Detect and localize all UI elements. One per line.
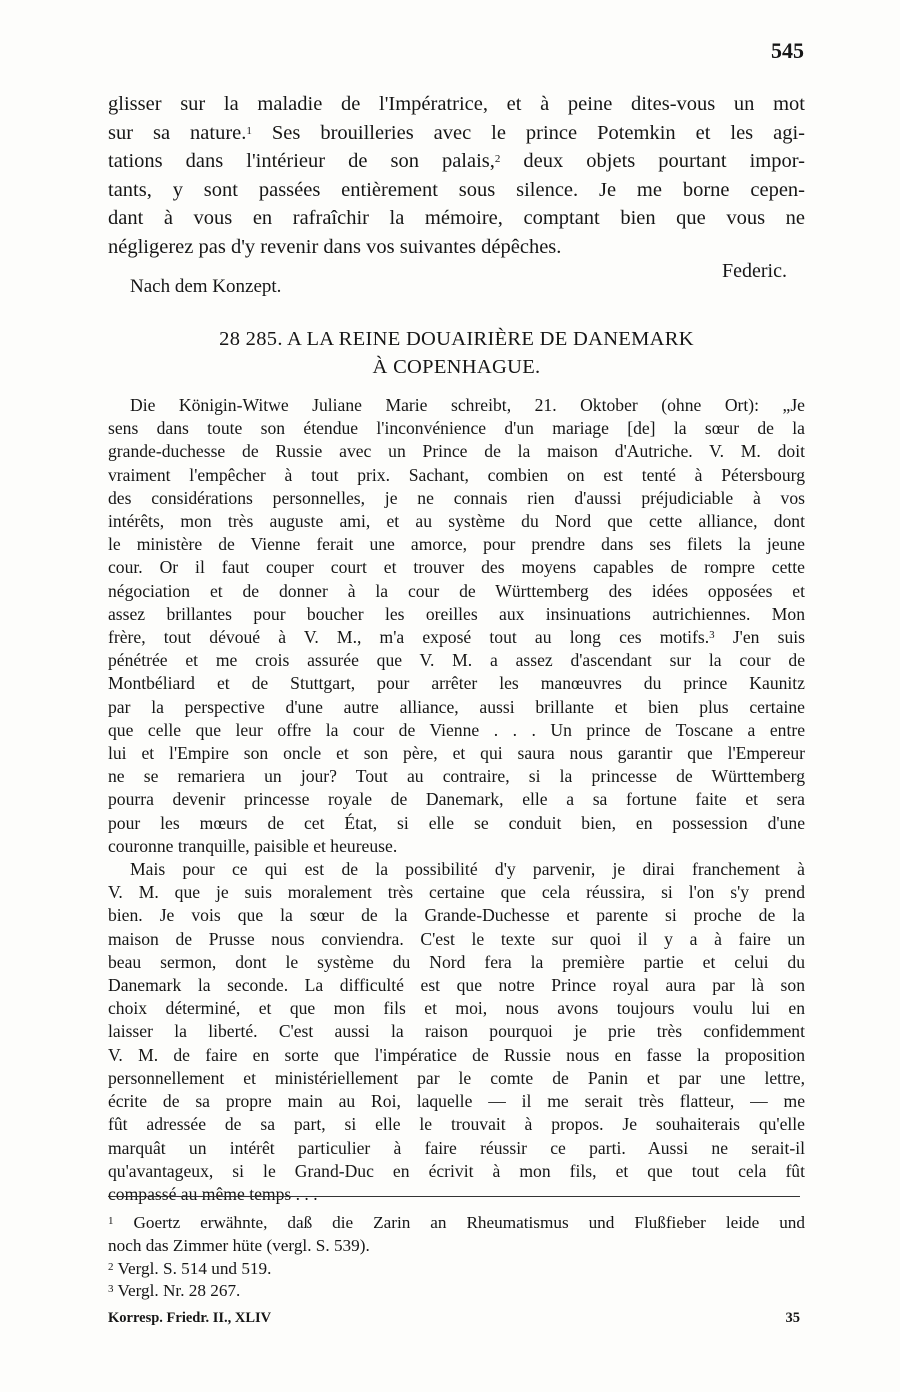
text-line: beau sermon, dont le système du Nord fera la première partie et celui du: [108, 951, 805, 972]
footnote-1: $^1$ Goertz erwähnte, daß die Zarin an Rheumatismus und Flußfieber leide und noch das Zimmer hüte (vergl. S. 539).: [108, 1212, 805, 1257]
letter-body: [108, 394, 805, 1206]
document-heading-line2: À COPENHAGUE.: [372, 356, 541, 378]
text-line: assez brillantes pour boucher les oreilles aux insinuations autrichiennes. Mon: [108, 603, 805, 624]
closing-row: [130, 258, 787, 302]
text-line: le ministère de Vienne ferait une amorce, pour prendre dans ses filets la jeune: [108, 534, 805, 555]
footnote-mark: 3: [709, 629, 715, 642]
text-line: que celle que leur offre la cour de Vienne . . . Un prince de Toscane a entre: [108, 719, 805, 740]
text-line: bien. Je vois que la sœur de la Grande-Duchesse et parente si proche de la: [108, 905, 805, 926]
text-line: maison de Prusse nous conviendra. C'est le texte sur quoi il y a à faire un: [108, 928, 805, 949]
text-line: Mais pour ce qui est de la possibilité d'y parvenir, je dirai franchement à: [130, 859, 805, 880]
text-line: laisser la liberté. C'est aussi la raison pourquoi je prie très confidemment: [108, 1021, 805, 1042]
text-line: sens dans toute son étendue l'inconvénience d'un mariage [de] la sœur de la: [108, 418, 805, 439]
text-line: vraiment l'empêcher à tout prix. Sachant, combien on est tenté à Pétersbourg: [108, 464, 805, 485]
text-line: cour. Or il faut couper court et trouver des moyens capables de rompre cette: [108, 557, 805, 578]
text-line: Die Königin-Witwe Juliane Marie schreibt, 21. Oktober (ohne Ort): „Je: [130, 395, 805, 415]
footnote-divider: [108, 1196, 800, 1197]
text-line: pourra devenir princesse royale de Danemark, elle a sa fortune faite et sera: [108, 789, 805, 810]
text-line: par la perspective d'une autre alliance, aussi brillante et bien plus certaine: [108, 696, 805, 717]
footnote-mark: 3: [108, 1283, 114, 1295]
text-line: ne se remariera un jour? Tout au contraire, si la princesse de Württemberg: [108, 766, 805, 787]
text-line: frère, tout dévoué à V. M., m'a exposé tout au long ces motifs.$^3$ J'en suis: [108, 627, 805, 648]
text-line: fût adressée de sa part, si elle le trouvait à propos. Je souhaiterais qu'elle: [108, 1114, 805, 1135]
footnote-mark: 2: [494, 153, 501, 166]
sheet-number: 35: [785, 1310, 800, 1326]
footnote-mark: 1: [246, 124, 252, 137]
text-line: glisser sur la maladie de l'Impératrice, et à peine dites-vous un mot: [108, 93, 805, 115]
footnote-mark: 2: [108, 1261, 114, 1273]
document-heading: 28 285. A LA REINE DOUAIRIÈRE DE DANEMARK: [219, 328, 694, 350]
text-line: dant à vous en rafraîchir la mémoire, comptant bien que vous ne: [108, 207, 805, 230]
text-line: marquât un intérêt particulier à faire réussir ce parti. Aussi ne serait-il: [108, 1137, 805, 1158]
footnote-2: $^2$ Vergl. S. 514 und 519.: [108, 1259, 272, 1278]
text-line: noch das Zimmer hüte (vergl. S. 539).: [108, 1235, 370, 1255]
text-line: choix déterminé, et que mon fils et moi, nous avons toujours voulu lui en: [108, 998, 805, 1019]
opening-paragraph: [108, 90, 805, 262]
text-line: personnellement et ministériellement par le comte de Panin et par une lettre,: [108, 1067, 805, 1088]
footnote-mark: 1: [108, 1215, 114, 1227]
text-line: sur sa nature.$^1$ Ses brouilleries avec le prince Potemkin et les agi-: [108, 121, 805, 144]
text-line: des considérations personnelles, je ne connais rien d'aussi préjudiciable à vos: [108, 487, 805, 508]
source-note: Nach dem Konzept.: [130, 276, 282, 297]
text-line: grande-duchesse de Russie avec un Prince de la maison d'Autriche. V. M. doit: [108, 441, 805, 462]
text-line: Danemark la seconde. La difficulté est que notre Prince royal aura par là son: [108, 975, 805, 996]
page-number: 545: [771, 38, 804, 63]
text-line: V. M. que je suis moralement très certaine que cela réussira, si l'on s'y prend: [108, 882, 805, 903]
footnote-3: $^3$ Vergl. Nr. 28 267.: [108, 1281, 241, 1300]
page-footer: [108, 1310, 800, 1327]
signature: Federic.: [722, 260, 787, 282]
text-line: compassé au même temps . . .: [108, 1183, 318, 1204]
text-line: qu'avantageux, si le Grand-Duc en écrivit à mon fils, et que tout cela fût: [108, 1160, 805, 1181]
text-line: négociation et de donner à la cour de Württemberg des idées opposées et: [108, 580, 805, 601]
text-line: V. M. de faire en sorte que l'impératice de Russie nous en fasse la proposition: [108, 1044, 805, 1065]
text-line: pour les mœurs de cet État, si elle se conduit bien, en possession d'une: [108, 812, 805, 833]
footer-signature-line: Korresp. Friedr. II., XLIV: [108, 1310, 272, 1326]
text-line: couronne tranquille, paisible et heureuse.: [108, 835, 398, 856]
text-line: intérêts, mon très auguste ami, et au système du Nord que cette alliance, dont: [108, 511, 805, 532]
text-line: tants, y sont passées entièrement sous silence. Je me borne cepen-: [108, 178, 805, 201]
text-line: Montbéliard et de Stuttgart, pour arrêter les manœuvres du prince Kaunitz: [108, 673, 805, 694]
text-line: lui et l'Empire son oncle et son père, et qui saura nous garantir que l'Empereur: [108, 743, 805, 764]
text-line: tations dans l'intérieur de son palais,$^2$ deux objets pourtant impor-: [108, 150, 805, 173]
text-line: négligerez pas d'y revenir dans vos suivantes dépêches.: [108, 235, 562, 258]
text-line: écrite de sa propre main au Roi, laquelle — il me serait très flatteur, — me: [108, 1091, 805, 1112]
text-line: pénétrée et me crois assurée que V. M. a assez d'ascendant sur la cour de: [108, 650, 805, 671]
